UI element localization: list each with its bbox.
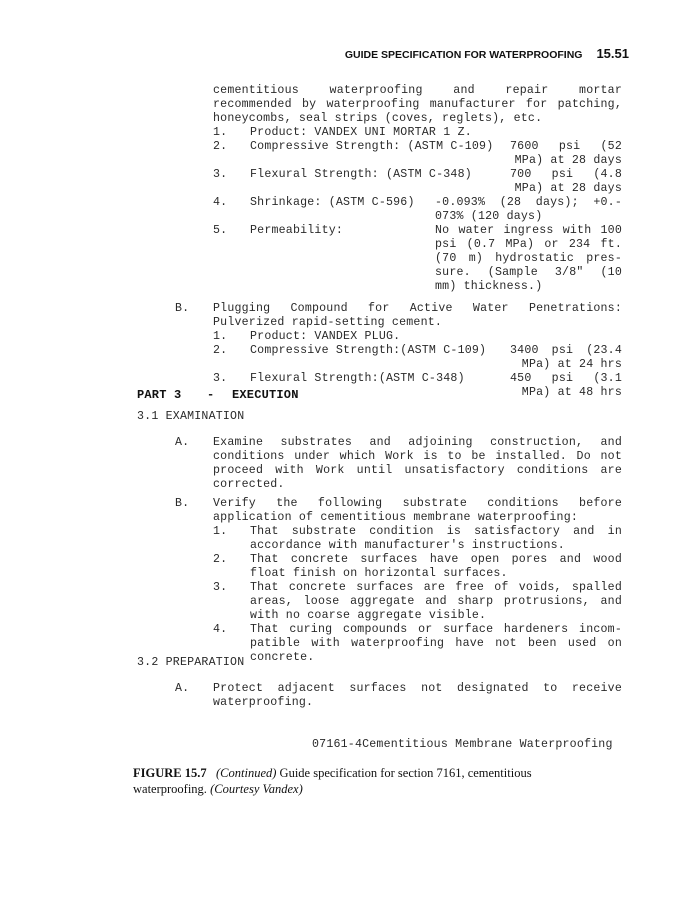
item-letter: B.	[175, 302, 190, 315]
property-label: Permeability:	[250, 224, 344, 237]
property-value: No water ingress with 100	[435, 224, 622, 237]
property-value: MPa) at 28 days	[514, 182, 622, 195]
property-label: Shrinkage: (ASTM C-596)	[250, 196, 415, 209]
paragraph-line: proceed with Work until unsatisfactory conditions are	[213, 464, 622, 477]
intro-line: recommended by waterproofing manufacturer for patching,	[213, 98, 622, 111]
figure-caption	[133, 765, 633, 797]
list-number: 1.	[213, 126, 228, 139]
property-value: -0.093% (28 days); +0.-	[435, 196, 622, 209]
running-header	[345, 46, 629, 61]
paragraph-line: Plugging Compound for Active Water Penetrations:	[213, 302, 622, 315]
list-number: 3.	[213, 372, 228, 385]
list-number: 2.	[213, 140, 228, 153]
paragraph-line: Protect adjacent surfaces not designated to receive	[213, 682, 622, 695]
list-item: patible with waterproofing have not been used on	[250, 637, 622, 650]
paragraph-line: Examine substrates and adjoining construction, and	[213, 436, 622, 449]
list-number: 4.	[213, 196, 228, 209]
paragraph-line: Verify the following substrate conditions before	[213, 497, 622, 510]
caption-courtesy: (Courtesy Vandex)	[210, 782, 303, 796]
item-letter: A.	[175, 682, 190, 695]
list-number: 3.	[213, 168, 228, 181]
list-item: Product: VANDEX PLUG.	[250, 330, 401, 343]
list-item: That concrete surfaces have open pores and wood	[250, 553, 622, 566]
property-value: mm) thickness.)	[435, 280, 543, 293]
caption-text: Guide specification for section 7161, cementitious waterproofing.	[133, 766, 532, 796]
list-number: 1.	[213, 330, 228, 343]
part-title: EXECUTION	[232, 388, 299, 402]
property-label: Compressive Strength: (ASTM C-109)	[250, 140, 494, 153]
list-item: That substrate condition is satisfactory and in	[250, 525, 622, 538]
paragraph-line: conditions under which Work is to be installed. Do not	[213, 450, 622, 463]
property-value: sure. (Sample 3/8" (10	[435, 266, 622, 279]
part-dash: -	[207, 388, 215, 402]
item-letter: B.	[175, 497, 190, 510]
property-value: MPa) at 28 days	[514, 154, 622, 167]
intro-line: cementitious waterproofing and repair mortar	[213, 84, 622, 97]
header-title: GUIDE SPECIFICATION FOR WATERPROOFING	[344, 49, 583, 61]
list-item: Product: VANDEX UNI MORTAR 1 Z.	[250, 126, 472, 139]
paragraph-line: Pulverized rapid-setting cement.	[213, 316, 443, 329]
list-item: That curing compounds or surface hardeners incom-	[250, 623, 622, 636]
part-label: PART 3	[137, 388, 182, 402]
list-item: with no coarse aggregate visible.	[250, 609, 487, 622]
list-item: float finish on horizontal surfaces.	[250, 567, 508, 580]
list-number: 3.	[213, 581, 228, 594]
list-number: 5.	[213, 224, 228, 237]
property-value: 3400 psi (23.4	[510, 344, 622, 357]
property-value: (70 m) hydrostatic pres-	[435, 252, 622, 265]
document-footer: 07161-4Cementitious Membrane Waterproofing	[312, 738, 613, 751]
property-value: MPa) at 24 hrs	[521, 358, 622, 371]
list-item: accordance with manufacturer's instructions.	[250, 539, 565, 552]
list-item: areas, loose aggregate and sharp protrusions, and	[250, 595, 622, 608]
section-heading: 3.2 PREPARATION	[137, 656, 245, 669]
page-number: 15.51	[596, 46, 629, 61]
intro-line: honeycombs, seal strips (coves, reglets), etc.	[213, 112, 543, 125]
property-value: psi (0.7 MPa) or 234 ft.	[435, 238, 622, 251]
list-item: That concrete surfaces are free of voids, spalled	[250, 581, 622, 594]
property-value: 700 psi (4.8	[510, 168, 622, 181]
list-number: 2.	[213, 553, 228, 566]
paragraph-line: corrected.	[213, 478, 285, 491]
paragraph-line: application of cementitious membrane waterproofing:	[213, 511, 579, 524]
item-letter: A.	[175, 436, 190, 449]
paragraph-line: waterproofing.	[213, 696, 314, 709]
section-heading: 3.1 EXAMINATION	[137, 410, 245, 423]
property-value: 073% (120 days)	[435, 210, 543, 223]
list-number: 4.	[213, 623, 228, 636]
property-value: 450 psi (3.1	[510, 372, 622, 385]
list-number: 1.	[213, 525, 228, 538]
property-label: Compressive Strength:(ASTM C-109)	[250, 344, 487, 357]
figure-label: FIGURE 15.7	[133, 766, 207, 780]
property-value: MPa) at 48 hrs	[521, 386, 622, 399]
caption-continued: (Continued)	[216, 766, 277, 780]
property-label: Flexural Strength:(ASTM C-348)	[250, 372, 465, 385]
list-item: concrete.	[250, 651, 315, 664]
property-label: Flexural Strength: (ASTM C-348)	[250, 168, 472, 181]
list-number: 2.	[213, 344, 228, 357]
property-value: 7600 psi (52	[510, 140, 622, 153]
